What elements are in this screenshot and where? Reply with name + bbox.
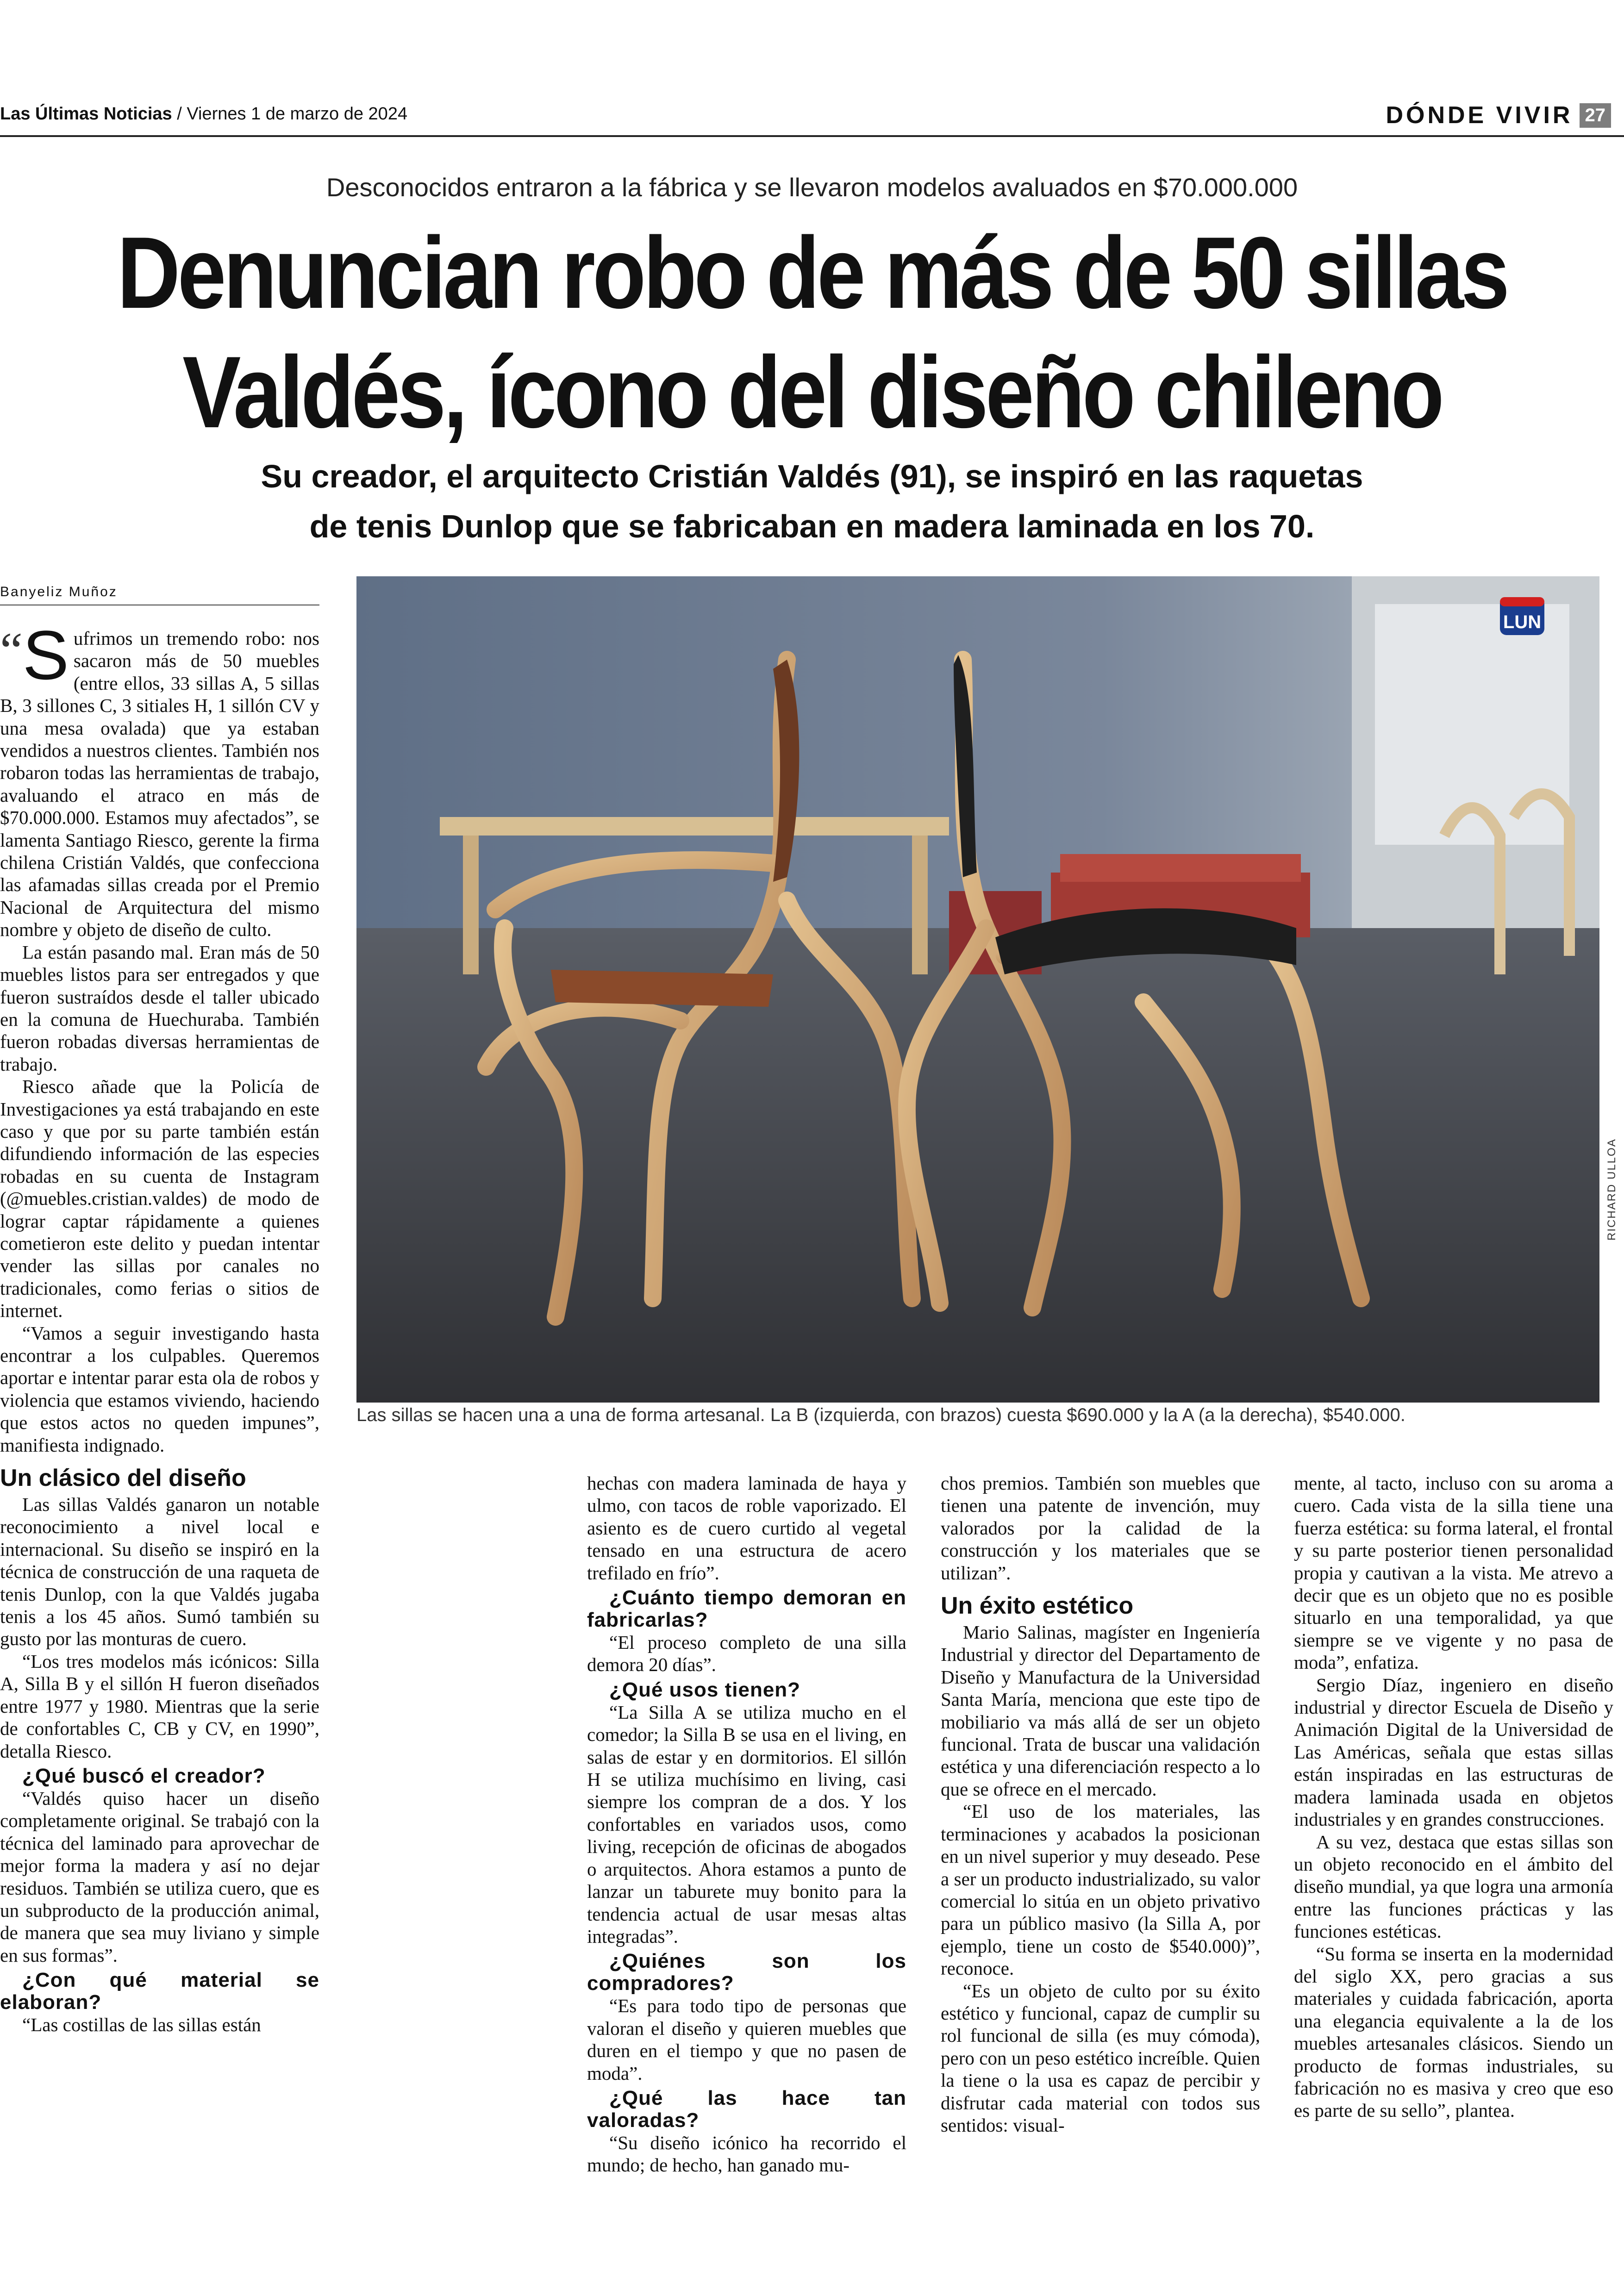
section-label: DÓNDE VIVIR: [1386, 102, 1573, 129]
subheading: Un clásico del diseño: [0, 1465, 246, 1492]
paragraph: chos premios. También son muebles que tienen una patente de invención, muy valorados por la calidad de la construcción y los materiales que se utilizan”.: [941, 1472, 1260, 1584]
deck-line-2: de tenis Dunlop que se fabricaban en madera laminada en los 70.: [309, 508, 1315, 544]
column-3: [941, 1472, 1260, 2136]
paragraph: Las sillas Valdés ganaron un notable reconocimiento a nivel local e internacional. Su diseño se inspiró en la técnica de construcción de una raqueta de tenis Dunlop, con la que Valdés jugaba tenis a los 45 años. Sumó también su gusto por las monturas de cuero.: [0, 1494, 319, 1650]
paragraph: La están pasando mal. Eran más de 50 muebles listos para ser entregados y que fueron sustraídos desde el taller ubicado en la comuna de Huechuraba. También fueron robadas diversas herramientas de trabajo.: [0, 941, 319, 1075]
headline: [114, 213, 1511, 452]
column-2: [587, 1472, 906, 2177]
question: ¿Cuánto tiempo demoran en fabricarlas?: [587, 1586, 906, 1632]
paragraph: Sergio Díaz, ingeniero en diseño industrial y director Escuela de Diseño y Animación Digital de la Universidad de Las Américas, señala que estas sillas están inspiradas en las estructuras de madera laminada usada en objetos industriales y en grandes construcciones.: [1294, 1674, 1613, 1830]
article-photo: [356, 576, 1599, 1403]
issue-date: / Viernes 1 de marzo de 2024: [172, 104, 408, 124]
paragraph: “Es para todo tipo de personas que valoran el diseño y quieren muebles que duren en el tiempo y que no pasen de moda”.: [587, 1995, 906, 2084]
deck: [0, 451, 1624, 551]
paragraph: “Los tres modelos más icónicos: Silla A, Silla B y el sillón H fueron diseñados entre 1977 y 1980. Mientras que la serie de confortables C, CB y CV, en 1990”, detalla Riesco.: [0, 1650, 319, 1762]
masthead: [0, 104, 407, 124]
column-1: [0, 616, 319, 2036]
paragraph: “S ufrimos un tremendo robo: nos sacaron más de 50 muebles (entre ellos, 33 sillas A, 5 sillas B, 3 sillones C, 3 sitiales H, 1 sillón CV y una mesa ovalada) que ya estaban vendidos a nuestros clientes. También nos robaron todas las herramientas de trabajo, avaluando el atraco en más de $70.000.000. Estamos muy afectados”, se lamenta Santiago Riesco, gerente la firma chilena Cristián Valdés, que confecciona las afamadas sillas creada por el Premio Nacional de Arquitectura del mismo nombre y objeto de diseño de culto.: [0, 616, 319, 941]
paragraph: “Valdés quiso hacer un diseño completamente original. Se trabajó con la técnica del laminado para aprovechar de mejor forma la madera y así no dejar residuos. También se utiliza cuero, que es un subproducto de la producción animal, de manera que sea muy liviano y simple en sus formas”.: [0, 1787, 319, 1966]
header-rule: [0, 135, 1624, 137]
column-4: [1294, 1472, 1613, 2122]
headline-line-2: Valdés, ícono del diseño chileno: [182, 335, 1442, 449]
question: ¿Qué las hace tan valoradas?: [587, 2086, 906, 2132]
paragraph: “Su diseño icónico ha recorrido el mundo; de hecho, han ganado mu-: [587, 2132, 906, 2176]
paragraph: “El uso de los materiales, las terminaciones y acabados la posicionan en un nivel superior y muy deseado. Pese a ser un producto industrializado, su valor comercial lo sitúa en un objeto privativo para un público masivo (la Silla A, por ejemplo, tiene un costo de $540.000)”, reconoce.: [941, 1801, 1260, 1979]
question: ¿Qué usos tienen?: [609, 1678, 801, 1701]
paragraph: hechas con madera laminada de haya y ulmo, con tacos de roble vaporizado. El asiento es de cuero curtido al vegetal tensado en una estructura de acero trefilado en frío”.: [587, 1472, 906, 1584]
kicker: Desconocidos entraron a la fábrica y se llevaron modelos avaluados en $70.000.000: [326, 173, 1298, 202]
photo-credit: RICHARD ULLOA: [1605, 1138, 1618, 1241]
paragraph: mente, al tacto, incluso con su aroma a cuero. Cada vista de la silla tiene una fuerza estética: su forma lateral, el frontal y su parte posterior tienen personalidad propia y cautivan a la vista. Me atrevo a decir que es un objeto que no es posible situarlo en una temporalidad, ya que siempre se ve vigente y no pasa de moda”, enfatiza.: [1294, 1472, 1613, 1673]
paragraph: “Su forma se inserta en la modernidad del siglo XX, pero gracias a sus materiales y cuidada fabricación, aporta una elegancia equivalente a la de los muebles artesanales clásicos. Siendo un producto de formas industriales, su fabricación no es masiva y creo que eso es parte de su sello”, plantea.: [1294, 1943, 1613, 2121]
newspaper-name: Las Últimas Noticias: [0, 104, 172, 124]
paragraph: “Las costillas de las sillas están: [22, 2014, 261, 2036]
paragraph: Riesco añade que la Policía de Investigaciones ya está trabajando en este caso y que por su parte también están difundiendo información de las especies robadas en su cuenta de Instagram (@muebles.cristian.valdes) de modo de lograr captar rápidamente a quienes cometieron este delito y puedan intentar vender las sillas por canales no tradicionales, como ferias o sitios de internet.: [0, 1076, 319, 1322]
deck-line-1: Su creador, el arquitecto Cristián Valdés (91), se inspiró en las raquetas: [261, 458, 1363, 494]
photo-caption: Las sillas se hacen una a una de forma artesanal. La B (izquierda, con brazos) cuesta $690.000 y la A (a la derecha), $540.000.: [356, 1405, 1405, 1425]
subheading: Un éxito estético: [941, 1592, 1134, 1620]
page-number: 27: [1580, 103, 1612, 128]
byline: Banyeliz Muñoz: [0, 584, 319, 605]
paragraph: “El proceso completo de una silla demora 20 días”.: [587, 1632, 906, 1676]
lun-logo: [1500, 597, 1544, 635]
question: ¿Con qué material se elaboran?: [0, 1969, 319, 2014]
paragraph: “La Silla A se utiliza mucho en el comedor; la Silla B se usa en el living, en salas de estar y en dormitorios. El sillón H se utiliza muchísimo en living, casi siempre los compran de a dos. Y los confortables en variados usos, como living, recepción de oficinas de abogados o arquitectos. Ahora estamos a punto de lanzar un taburete muy bonito para la tendencia actual de usar mesas altas integradas”.: [587, 1701, 906, 1947]
section-header: [1386, 101, 1611, 130]
paragraph: A su vez, destaca que estas sillas son un objeto reconocido en el ámbito del diseño mundial, ya que logra una armonía entre las funciones prácticas y las funciones estéticas.: [1294, 1831, 1613, 1942]
question: ¿Quiénes son los compradores?: [587, 1950, 906, 1995]
lun-logo-text: LUN: [1503, 612, 1542, 632]
drop-cap: “S: [0, 616, 69, 694]
question: ¿Qué buscó el creador?: [22, 1764, 266, 1787]
paragraph: “Es un objeto de culto por su éxito estético y funcional, capaz de cumplir su rol funcional de silla (es muy cómoda), pero con un peso estético increíble. Quien la tiene o la usa es capaz de percibir y disfrutar cada material con todos sus sentidos: visual-: [941, 1980, 1260, 2136]
paragraph: “Vamos a seguir investigando hasta encontrar a los culpables. Queremos aportar e intentar parar esta ola de robos y violencia que estamos viviendo, haciendo que estos actos no queden impunes”, manifiesta indignado.: [0, 1322, 319, 1456]
paragraph: Mario Salinas, magíster en Ingeniería Industrial y director del Departamento de Diseño y Manufactura de la Universidad Santa María, menciona que este tipo de mobiliario va más allá de ser un objeto funcional. Trata de buscar una validación estética y una diferenciación respecto a lo que se ofrece en el mercado.: [941, 1621, 1260, 1800]
headline-line-1: Denuncian robo de más de 50 sillas: [117, 216, 1507, 330]
